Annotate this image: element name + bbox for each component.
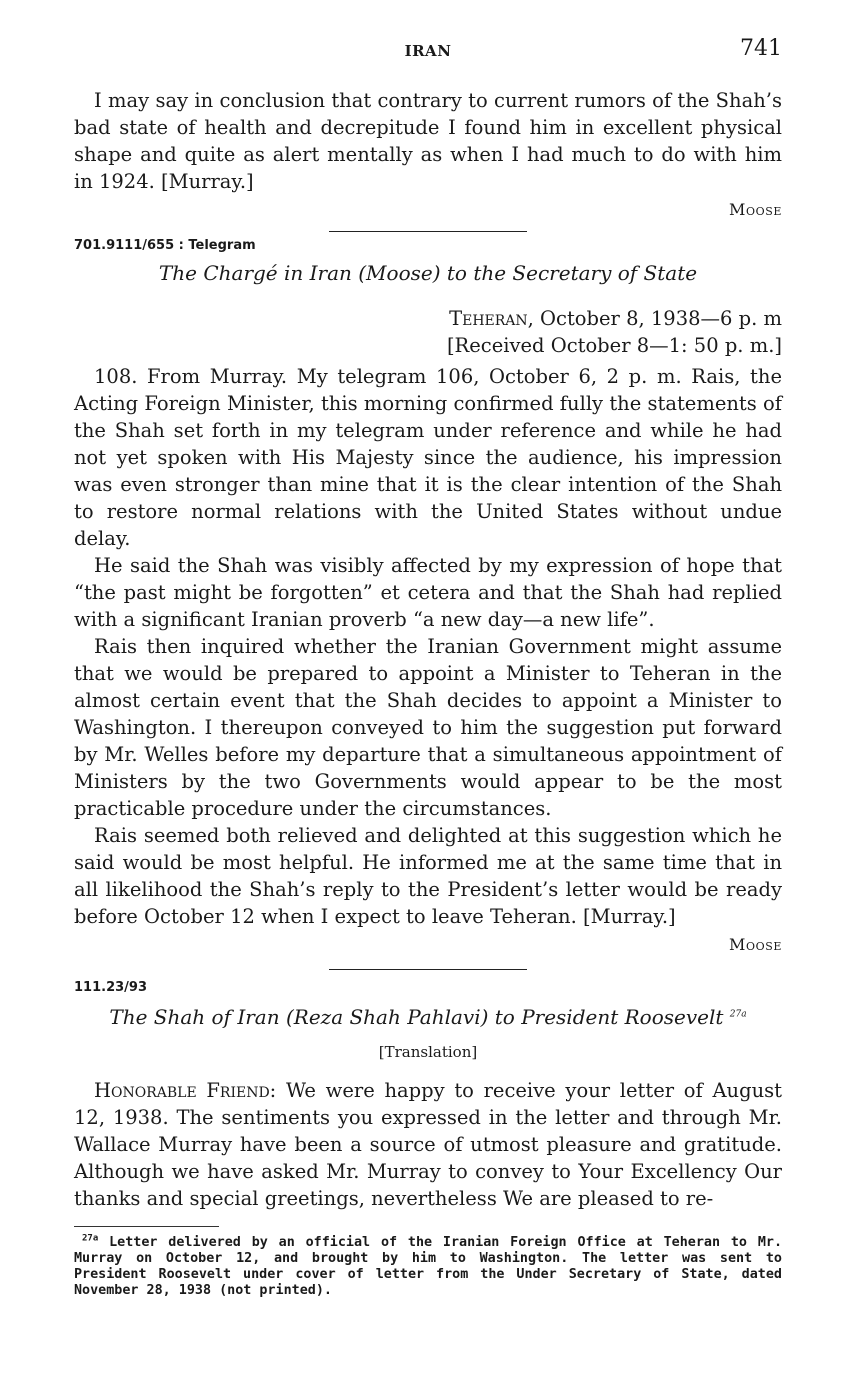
dateline-place: Teheran — [449, 307, 528, 330]
salutation: Honorable Friend — [94, 1079, 270, 1102]
file-reference: 111.23/93 — [74, 980, 148, 995]
document-title: The Chargé in Iran (Moose) to the Secretary of State — [158, 261, 698, 285]
running-head — [74, 36, 782, 68]
section-divider — [329, 969, 527, 970]
letter-text: : We were happy to receive your letter of August 12, 1938. The sentiments you expressed in the letter and through Mr. Wallace Murray have been a source of utmost pleasure and gratitude. Although we have asked Mr. Murray to convey to Your Excellency Our thanks and special greetings, nevertheless We are pleased to re- — [74, 1079, 782, 1210]
telegram-paragraph: Rais then inquired whether the Iranian Government might assume that we would be prepared to appoint a Minister to Teheran in the almost certain event that the Shah decides to appoint a Minister to Washington. I thereupon conveyed to him the suggestion put forward by Mr. Welles before my departure that a simultaneous appointment of Ministers by the two Governments would appear to be the most practicable procedure under the circumstances. — [74, 635, 782, 820]
section-divider — [329, 231, 527, 232]
telegram-paragraph: 108. From Murray. My telegram 106, October 6, 2 p. m. Rais, the Acting Foreign Minister, this morning confirmed fully the statements of the Shah set forth in my telegram under reference and while he had not yet spoken with His Majesty since the audience, his impression was even stronger than mine that it is the clear intention of the Shah to restore normal relations with the United States without undue delay. — [74, 365, 782, 550]
telegram-paragraph: Rais seemed both relieved and delighted at this suggestion which he said would be most helpful. He informed me at the same time that in all likelihood the Shah’s reply to the President’s letter would be ready before October 12 when I expect to leave Teheran. [Murray.] — [74, 824, 782, 928]
section-title: IRAN — [404, 42, 452, 60]
footnote-mark: 27a — [82, 1233, 99, 1244]
letter-paragraph — [74, 1077, 782, 1212]
signature: Moose — [729, 935, 782, 954]
document-title — [74, 1003, 782, 1031]
file-reference: 701.9111/655 : Telegram — [74, 238, 256, 253]
translation-note: [Translation] — [378, 1043, 478, 1061]
footnote-reference: 27a — [729, 1009, 747, 1020]
closing-paragraph: I may say in conclusion that contrary to current rumors of the Shah’s bad state of health and decrepitude I found him in excellent physical shape and quite as alert mentally as when I had much to do with him in 1924. [Murray.] — [74, 89, 782, 193]
page-number: 741 — [740, 36, 782, 61]
telegram-paragraph: He said the Shah was visibly affected by my expression of hope that “the past might be forgotten” et cetera and that the Shah had replied with a significant Iranian proverb “a new day—a new life”. — [74, 554, 782, 631]
footnote-divider — [74, 1226, 219, 1227]
page — [74, 36, 782, 1299]
dateline — [74, 305, 782, 332]
footnote — [74, 1235, 782, 1299]
received-line: [Received October 8—1: 50 p. m.] — [446, 334, 782, 357]
signature: Moose — [729, 200, 782, 219]
dateline-date: , October 8, 1938—6 p. m — [527, 307, 782, 330]
document-title-text: The Shah of Iran (Reza Shah Pahlavi) to President Roosevelt — [109, 1005, 724, 1029]
footnote-text: Letter delivered by an official of the Iranian Foreign Office at Teheran to Mr. Murray on October 12, and brought by him to Washington. The letter was sent to President Roosevelt under cover of letter from the Under Secretary of State, dated November 28, 1938 (not printed). — [74, 1235, 783, 1298]
